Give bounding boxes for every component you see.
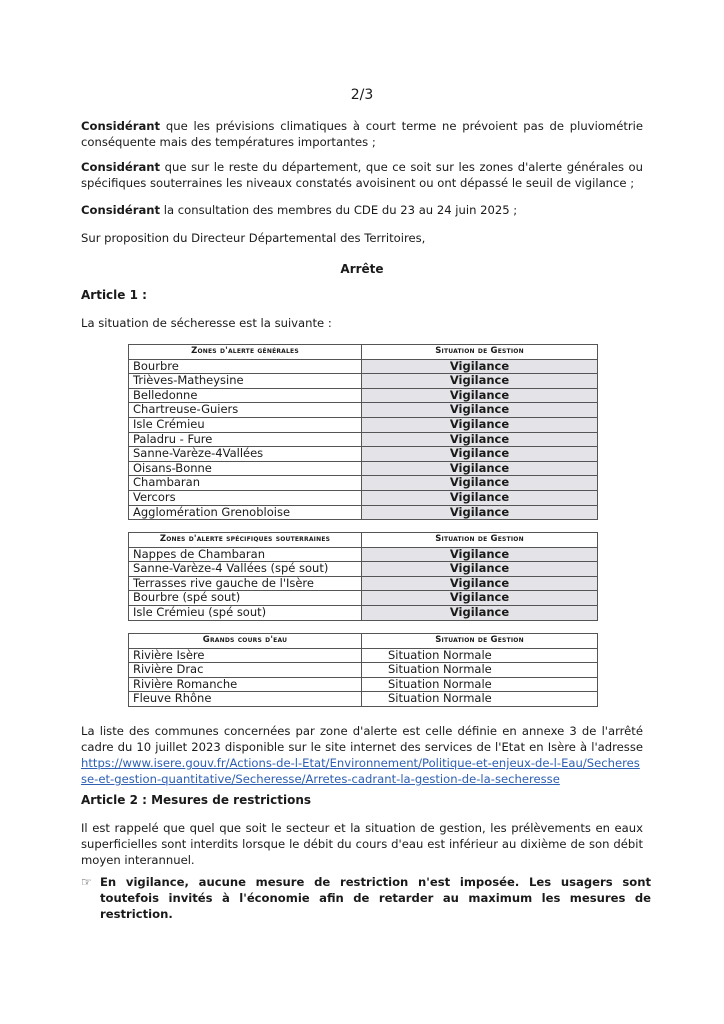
considerant-lead: Considérant xyxy=(81,203,161,217)
page-number: 2/3 xyxy=(350,87,374,103)
situation-cell: Vigilance xyxy=(362,476,598,491)
article-1-title: Article 1 : xyxy=(81,288,147,302)
considerant-2 xyxy=(81,159,643,191)
table-row xyxy=(129,476,598,491)
communes-text: La liste des communes concernées par zone d'alerte est celle définie en annexe 3 de l'arrêté cadre du 10 juillet 2023 disponible sur le site internet des services de l'Etat en Isère à l'adresse xyxy=(81,724,643,754)
communes-paragraph xyxy=(81,723,643,787)
zone-cell: Terrasses rive gauche de l'Isère xyxy=(129,576,362,591)
situation-cell: Vigilance xyxy=(362,374,598,389)
table-row xyxy=(129,403,598,418)
considerant-text: que les prévisions climatiques à court terme ne prévoient pas de pluviométrie conséquente mais des températures importantes ; xyxy=(81,119,643,149)
situation-cell: Vigilance xyxy=(362,490,598,505)
zone-cell: Nappes de Chambaran xyxy=(129,547,362,562)
situation-cell: Vigilance xyxy=(362,432,598,447)
situation-cell: Situation Normale xyxy=(362,663,598,678)
situation-cell: Vigilance xyxy=(362,417,598,432)
column-header-zone: Zones d'alerte spécifiques souterraines xyxy=(129,533,362,548)
proposition-text: Sur proposition du Directeur Départemental des Territoires, xyxy=(81,231,426,245)
table-row xyxy=(129,663,598,678)
zone-cell: Trièves-Matheysine xyxy=(129,374,362,389)
table-row xyxy=(129,591,598,606)
zone-cell: Sanne-Varèze-4 Vallées (spé sout) xyxy=(129,562,362,577)
table-row xyxy=(129,648,598,663)
zone-cell: Rivière Drac xyxy=(129,663,362,678)
zone-cell: Bourbre (spé sout) xyxy=(129,591,362,606)
table-row xyxy=(129,605,598,620)
situation-cell: Vigilance xyxy=(362,562,598,577)
zone-cell: Fleuve Rhône xyxy=(129,692,362,707)
article-1-intro: La situation de sécheresse est la suivante : xyxy=(81,316,332,330)
situation-cell: Vigilance xyxy=(362,576,598,591)
table-row xyxy=(129,374,598,389)
zone-cell: Oisans-Bonne xyxy=(129,461,362,476)
zone-cell: Isle Crémieu (spé sout) xyxy=(129,605,362,620)
table-cours-eau xyxy=(128,633,598,707)
zone-cell: Rivière Romanche xyxy=(129,677,362,692)
table-row xyxy=(129,461,598,476)
situation-cell: Vigilance xyxy=(362,359,598,374)
table-row xyxy=(129,417,598,432)
table-header-row xyxy=(129,533,598,548)
column-header-zone: Grands cours d'eau xyxy=(129,634,362,649)
considerant-text: la consultation des membres du CDE du 23 au 24 juin 2025 ; xyxy=(160,203,518,217)
situation-cell: Vigilance xyxy=(362,505,598,520)
table-row xyxy=(129,547,598,562)
situation-cell: Vigilance xyxy=(362,605,598,620)
article-2-title: Article 2 : Mesures de restrictions xyxy=(81,793,312,807)
zone-cell: Bourbre xyxy=(129,359,362,374)
table-row xyxy=(129,505,598,520)
zone-cell: Paladru - Fure xyxy=(129,432,362,447)
situation-cell: Vigilance xyxy=(362,388,598,403)
vigilance-note-text: En vigilance, aucune mesure de restriction n'est imposée. Les usagers sont toutefois invités à l'économie afin de retarder au maximum les mesures de restriction. xyxy=(100,875,651,921)
secheresse-link[interactable]: https://www.isere.gouv.fr/Actions-de-l-Etat/Environnement/Politique-et-enjeux-de-l-Eau/Secheresse-et-gestion-quantitative/Secheresse/Arretes-cadrant-la-gestion-de-la-secheresse xyxy=(81,756,640,786)
column-header-situation: Situation de Gestion xyxy=(362,345,598,360)
situation-cell: Situation Normale xyxy=(362,692,598,707)
zone-cell: Rivière Isère xyxy=(129,648,362,663)
table-row xyxy=(129,692,598,707)
zone-cell: Belledonne xyxy=(129,388,362,403)
situation-cell: Vigilance xyxy=(362,547,598,562)
table-zones-generales xyxy=(128,344,598,520)
table-header-row xyxy=(129,345,598,360)
situation-cell: Situation Normale xyxy=(362,677,598,692)
article-2-text: Il est rappelé que quel que soit le secteur et la situation de gestion, les prélèvements en eaux superficielles sont interdits lorsque le débit du cours d'eau est inférieur au dixième de son débit moyen interannuel. xyxy=(81,821,643,867)
situation-cell: Vigilance xyxy=(362,447,598,462)
arrete-heading: Arrête xyxy=(340,262,384,276)
zone-cell: Chartreuse-Guiers xyxy=(129,403,362,418)
considerant-lead: Considérant xyxy=(81,119,161,133)
situation-cell: Situation Normale xyxy=(362,648,598,663)
considerant-lead: Considérant xyxy=(81,160,161,174)
table-row xyxy=(129,432,598,447)
table-row xyxy=(129,447,598,462)
column-header-situation: Situation de Gestion xyxy=(362,533,598,548)
table-row xyxy=(129,677,598,692)
zone-cell: Sanne-Varèze-4Vallées xyxy=(129,447,362,462)
situation-cell: Vigilance xyxy=(362,403,598,418)
table-row xyxy=(129,388,598,403)
zone-cell: Isle Crémieu xyxy=(129,417,362,432)
considerant-1 xyxy=(81,118,643,150)
table-row xyxy=(129,359,598,374)
zone-cell: Chambaran xyxy=(129,476,362,491)
table-header-row xyxy=(129,634,598,649)
zone-cell: Vercors xyxy=(129,490,362,505)
considerant-text: que sur le reste du département, que ce soit sur les zones d'alerte générales ou spécifiques souterraines les niveaux constatés avoisinent ou ont dépassé le seuil de vigilance ; xyxy=(81,160,643,190)
column-header-situation: Situation de Gestion xyxy=(362,634,598,649)
considerant-3 xyxy=(81,202,643,218)
situation-cell: Vigilance xyxy=(362,591,598,606)
column-header-zone: Zones d'alerte générales xyxy=(129,345,362,360)
pointing-hand-icon: ☞ xyxy=(81,875,92,889)
table-row xyxy=(129,490,598,505)
zone-cell: Agglomération Grenobloise xyxy=(129,505,362,520)
table-row xyxy=(129,576,598,591)
vigilance-note xyxy=(81,874,651,922)
table-zones-souterraines xyxy=(128,532,598,621)
table-row xyxy=(129,562,598,577)
situation-cell: Vigilance xyxy=(362,461,598,476)
